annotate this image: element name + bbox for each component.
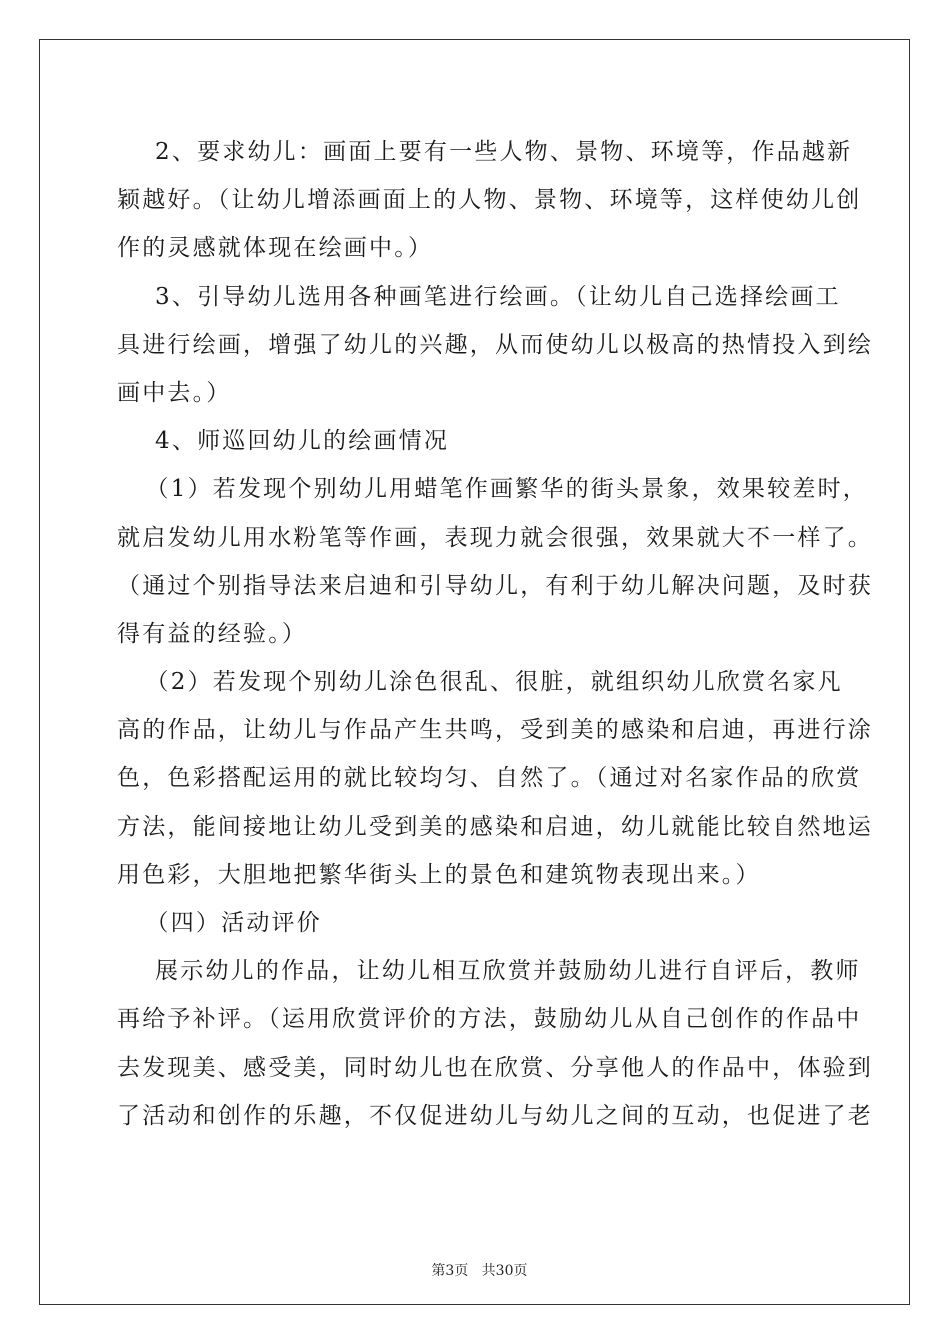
text-line: 作的灵感就体现在绘画中。） [117,235,434,262]
text-line: 具进行绘画，增强了幼儿的兴趣，从而使幼儿以极高的热情投入到绘 [117,331,873,358]
text-line: 3、引导幼儿选用各种画笔进行绘画。（让幼儿自己选择绘画工 [117,283,841,310]
document-body [117,128,873,1140]
text-line: （2）若发现个别幼儿涂色很乱、很脏，就组织幼儿欣赏名家凡 [117,669,843,696]
text-line: 了活动和创作的乐趣，不仅促进幼儿与幼儿之间的互动，也促进了老 [117,1102,873,1129]
text-line: 展示幼儿的作品，让幼儿相互欣赏并鼓励幼儿进行自评后，教师 [117,958,861,985]
text-line: （1）若发现个别幼儿用蜡笔作画繁华的街头景象，效果较差时， [117,476,868,503]
page-number: 第3页 共30页 [431,1263,528,1279]
text-line: 方法，能间接地让幼儿受到美的感染和启迪，幼儿就能比较自然地运 [117,813,873,840]
text-line: 颖越好。（让幼儿增添画面上的人物、景物、环境等，这样使幼儿创 [117,187,862,214]
text-line: 就启发幼儿用水粉笔等作画，表现力就会很强，效果就大不一样了。 [117,524,873,551]
text-line: 去发现美、感受美，同时幼儿也在欣赏、分享他人的作品中，体验到 [117,1054,873,1081]
section-heading: （四）活动评价 [117,910,322,936]
page-footer [0,1244,950,1280]
text-line: 2、要求幼儿：画面上要有一些人物、景物、环境等，作品越新 [117,139,853,165]
text-line: 得有益的经验。） [117,620,308,647]
text-line: 4、师巡回幼儿的绘画情况 [117,428,450,455]
text-line: 用色彩，大胆地把繁华街头上的景色和建筑物表现出来。） [117,861,761,888]
text-line: 高的作品，让幼儿与作品产生共鸣，受到美的感染和启迪，再进行涂 [117,717,873,744]
text-line: 再给予补评。（运用欣赏评价的方法，鼓励幼儿从自己创作的作品中 [117,1006,862,1033]
text-line: （通过个别指导法来启迪和引导幼儿，有利于幼儿解决问题，及时获 [117,572,873,599]
text-line: 色，色彩搭配运用的就比较均匀、自然了。（通过对名家作品的欣赏 [117,765,862,792]
text-line: 画中去。） [117,379,232,406]
